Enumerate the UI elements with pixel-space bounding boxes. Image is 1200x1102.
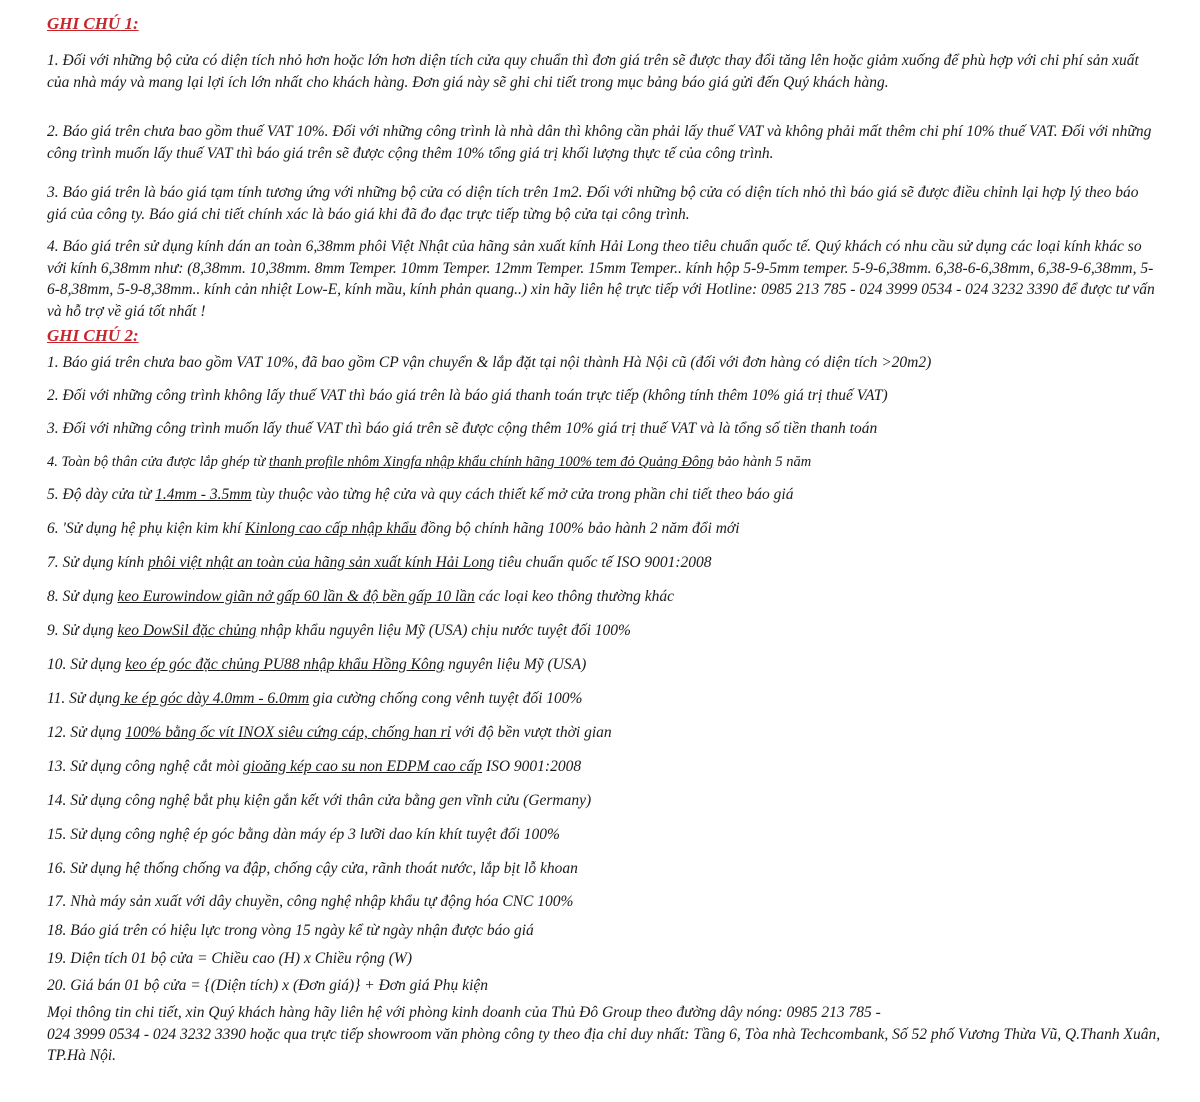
contact-line-2: 024 3999 0534 - 024 3232 3390 hoặc qua trực tiếp showroom văn phòng công ty theo địa chỉ duy nhất: Tầng 6, Tòa nhà Techcombank, Số 52 phố Vương Thừa Vũ, Q.Thanh Xuân, TP.Hà Nội. (47, 1025, 1161, 1064)
list-item: 20. Giá bán 01 bộ cửa = {(Diện tích) x (Đơn giá)} + Đơn giá Phụ kiện (47, 977, 489, 994)
list-item: 11. Sử dụng ke ép góc dày 4.0mm - 6.0mm gia cường chống cong vênh tuyệt đối 100% (47, 690, 583, 707)
list-item: 4. Toàn bộ thân cửa được lắp ghép từ thanh profile nhôm Xingfa nhập khẩu chính hãng 100% tem đỏ Quảng Đông bảo hành 5 năm (47, 454, 812, 470)
list-item: 19. Diện tích 01 bộ cửa = Chiều cao (H) x Chiều rộng (W) (47, 950, 413, 967)
list-item: 3. Đối với những công trình muốn lấy thuế VAT thì báo giá trên sẽ được cộng thêm 10% giá trị thuế VAT và là tổng số tiền thanh toán (47, 420, 878, 437)
list-item: 9. Sử dụng keo DowSil đặc chủng nhập khẩu nguyên liệu Mỹ (USA) chịu nước tuyệt đối 100% (47, 622, 631, 639)
list-item: 7. Sử dụng kính phôi việt nhật an toàn của hãng sản xuất kính Hải Long tiêu chuẩn quốc tế ISO 9001:2008 (47, 554, 712, 571)
list-item: 5. Độ dày cửa từ 1.4mm - 3.5mm tùy thuộc vào từng hệ cửa và quy cách thiết kế mở cửa trong phần chi tiết theo báo giá (47, 486, 794, 503)
list-item: 17. Nhà máy sản xuất với dây chuyền, công nghệ nhập khẩu tự động hóa CNC 100% (47, 893, 574, 910)
list-item: 15. Sử dụng công nghệ ép góc bằng dàn máy ép 3 lưỡi dao kín khít tuyệt đối 100% (47, 826, 560, 843)
note2-heading: GHI CHÚ 2: (47, 326, 139, 345)
note1-item-1: 1. Đối với những bộ cửa có diện tích nhỏ hơn hoặc lớn hơn diện tích cửa quy chuẩn thì đơn giá trên sẽ được thay đổi tăng lên hoặc giảm xuống để phù hợp với chi phí sản xuất của nhà máy và mang lại lợi ích lớn nhất cho khách hàng. Đơn giá này sẽ ghi chi tiết trong mục bảng báo giá gửi đến Quý khách hàng. (47, 52, 1139, 91)
list-item: 12. Sử dụng 100% bằng ốc vít INOX siêu cứng cáp, chống han rỉ với độ bền vượt thời gian (47, 724, 612, 741)
list-item: 13. Sử dụng công nghệ cắt mòi gioăng kép cao su non EDPM cao cấp ISO 9001:2008 (47, 758, 582, 775)
contact-info (47, 1002, 1162, 1067)
list-item: 10. Sử dụng keo ép góc đặc chủng PU88 nhập khẩu Hồng Kông nguyên liệu Mỹ (USA) (47, 656, 587, 673)
contact-line-1: Mọi thông tin chi tiết, xin Quý khách hàng hãy liên hệ với phòng kinh doanh của Thủ Đô Group theo đường dây nóng: 0985 213 785 - (47, 1004, 881, 1021)
list-item: 18. Báo giá trên có hiệu lực trong vòng 15 ngày kể từ ngày nhận được báo giá (47, 922, 534, 939)
note1-heading: GHI CHÚ 1: (47, 14, 139, 33)
note1-item-3: 3. Báo giá trên là báo giá tạm tính tương ứng với những bộ cửa có diện tích trên 1m2. Đối với những bộ cửa có diện tích nhỏ thì báo giá sẽ được điều chỉnh lại hợp lý theo báo giá của công ty. Báo giá chi tiết chính xác là báo giá khi đã đo đạc trực tiếp từng bộ cửa tại công trình. (47, 184, 1139, 223)
list-item: 14. Sử dụng công nghệ bắt phụ kiện gắn kết với thân cửa bằng gen vĩnh cửu (Germany) (47, 792, 592, 809)
note2-list (47, 352, 1162, 1002)
list-item: 16. Sử dụng hệ thống chống va đập, chống cậy cửa, rãnh thoát nước, lắp bịt lỗ khoan (47, 860, 578, 877)
note1-item-2: 2. Báo giá trên chưa bao gồm thuế VAT 10%. Đối với những công trình là nhà dân thì không cần phải lấy thuế VAT và không phải mất thêm chi phí 10% thuế VAT. Đối với những công trình muốn lấy thuế VAT thì báo giá trên sẽ được cộng thêm 10% tổng giá trị khối lượng thực tế của công trình. (47, 123, 1152, 162)
note1-item-4: 4. Báo giá trên sử dụng kính dán an toàn 6,38mm phôi Việt Nhật của hãng sản xuất kính Hải Long theo tiêu chuẩn quốc tế. Quý khách có nhu cầu sử dụng các loại kính khác so với kính 6,38mm như: (8,38mm. 10,38mm. 8mm Temper. 10mm Temper. 12mm Temper. 15mm Temper.. kính hộp 5-9-5mm temper. 5-9-6,38mm. 6,38-6-6,38mm, 6,38-9-6,38mm, 5-6-8,38mm, 5-9-8,38mm.. kính cản nhiệt Low-E, kính mầu, kính phản quang..) xin hãy liên hệ trực tiếp với Hotline: 0985 213 785 - 024 3999 0534 - 024 3232 3390 để được tư vấn và hỗ trợ về giá tốt nhất ! (47, 238, 1155, 320)
list-item: 6. 'Sử dụng hệ phụ kiện kim khí Kinlong cao cấp nhập khẩu đồng bộ chính hãng 100% bảo hành 2 năm đổi mới (47, 520, 740, 537)
list-item: 2. Đối với những công trình không lấy thuế VAT thì báo giá trên là báo giá thanh toán trực tiếp (không tính thêm 10% giá trị thuế VAT) (47, 387, 888, 404)
list-item: 8. Sử dụng keo Eurowindow giãn nở gấp 60 lần & độ bền gấp 10 lần các loại keo thông thường khác (47, 588, 674, 605)
list-item: 1. Báo giá trên chưa bao gồm VAT 10%, đã bao gồm CP vận chuyển & lắp đặt tại nội thành Hà Nội cũ (đối với đơn hàng có diện tích >20m2) (47, 354, 932, 371)
notes-document (47, 14, 1162, 1067)
